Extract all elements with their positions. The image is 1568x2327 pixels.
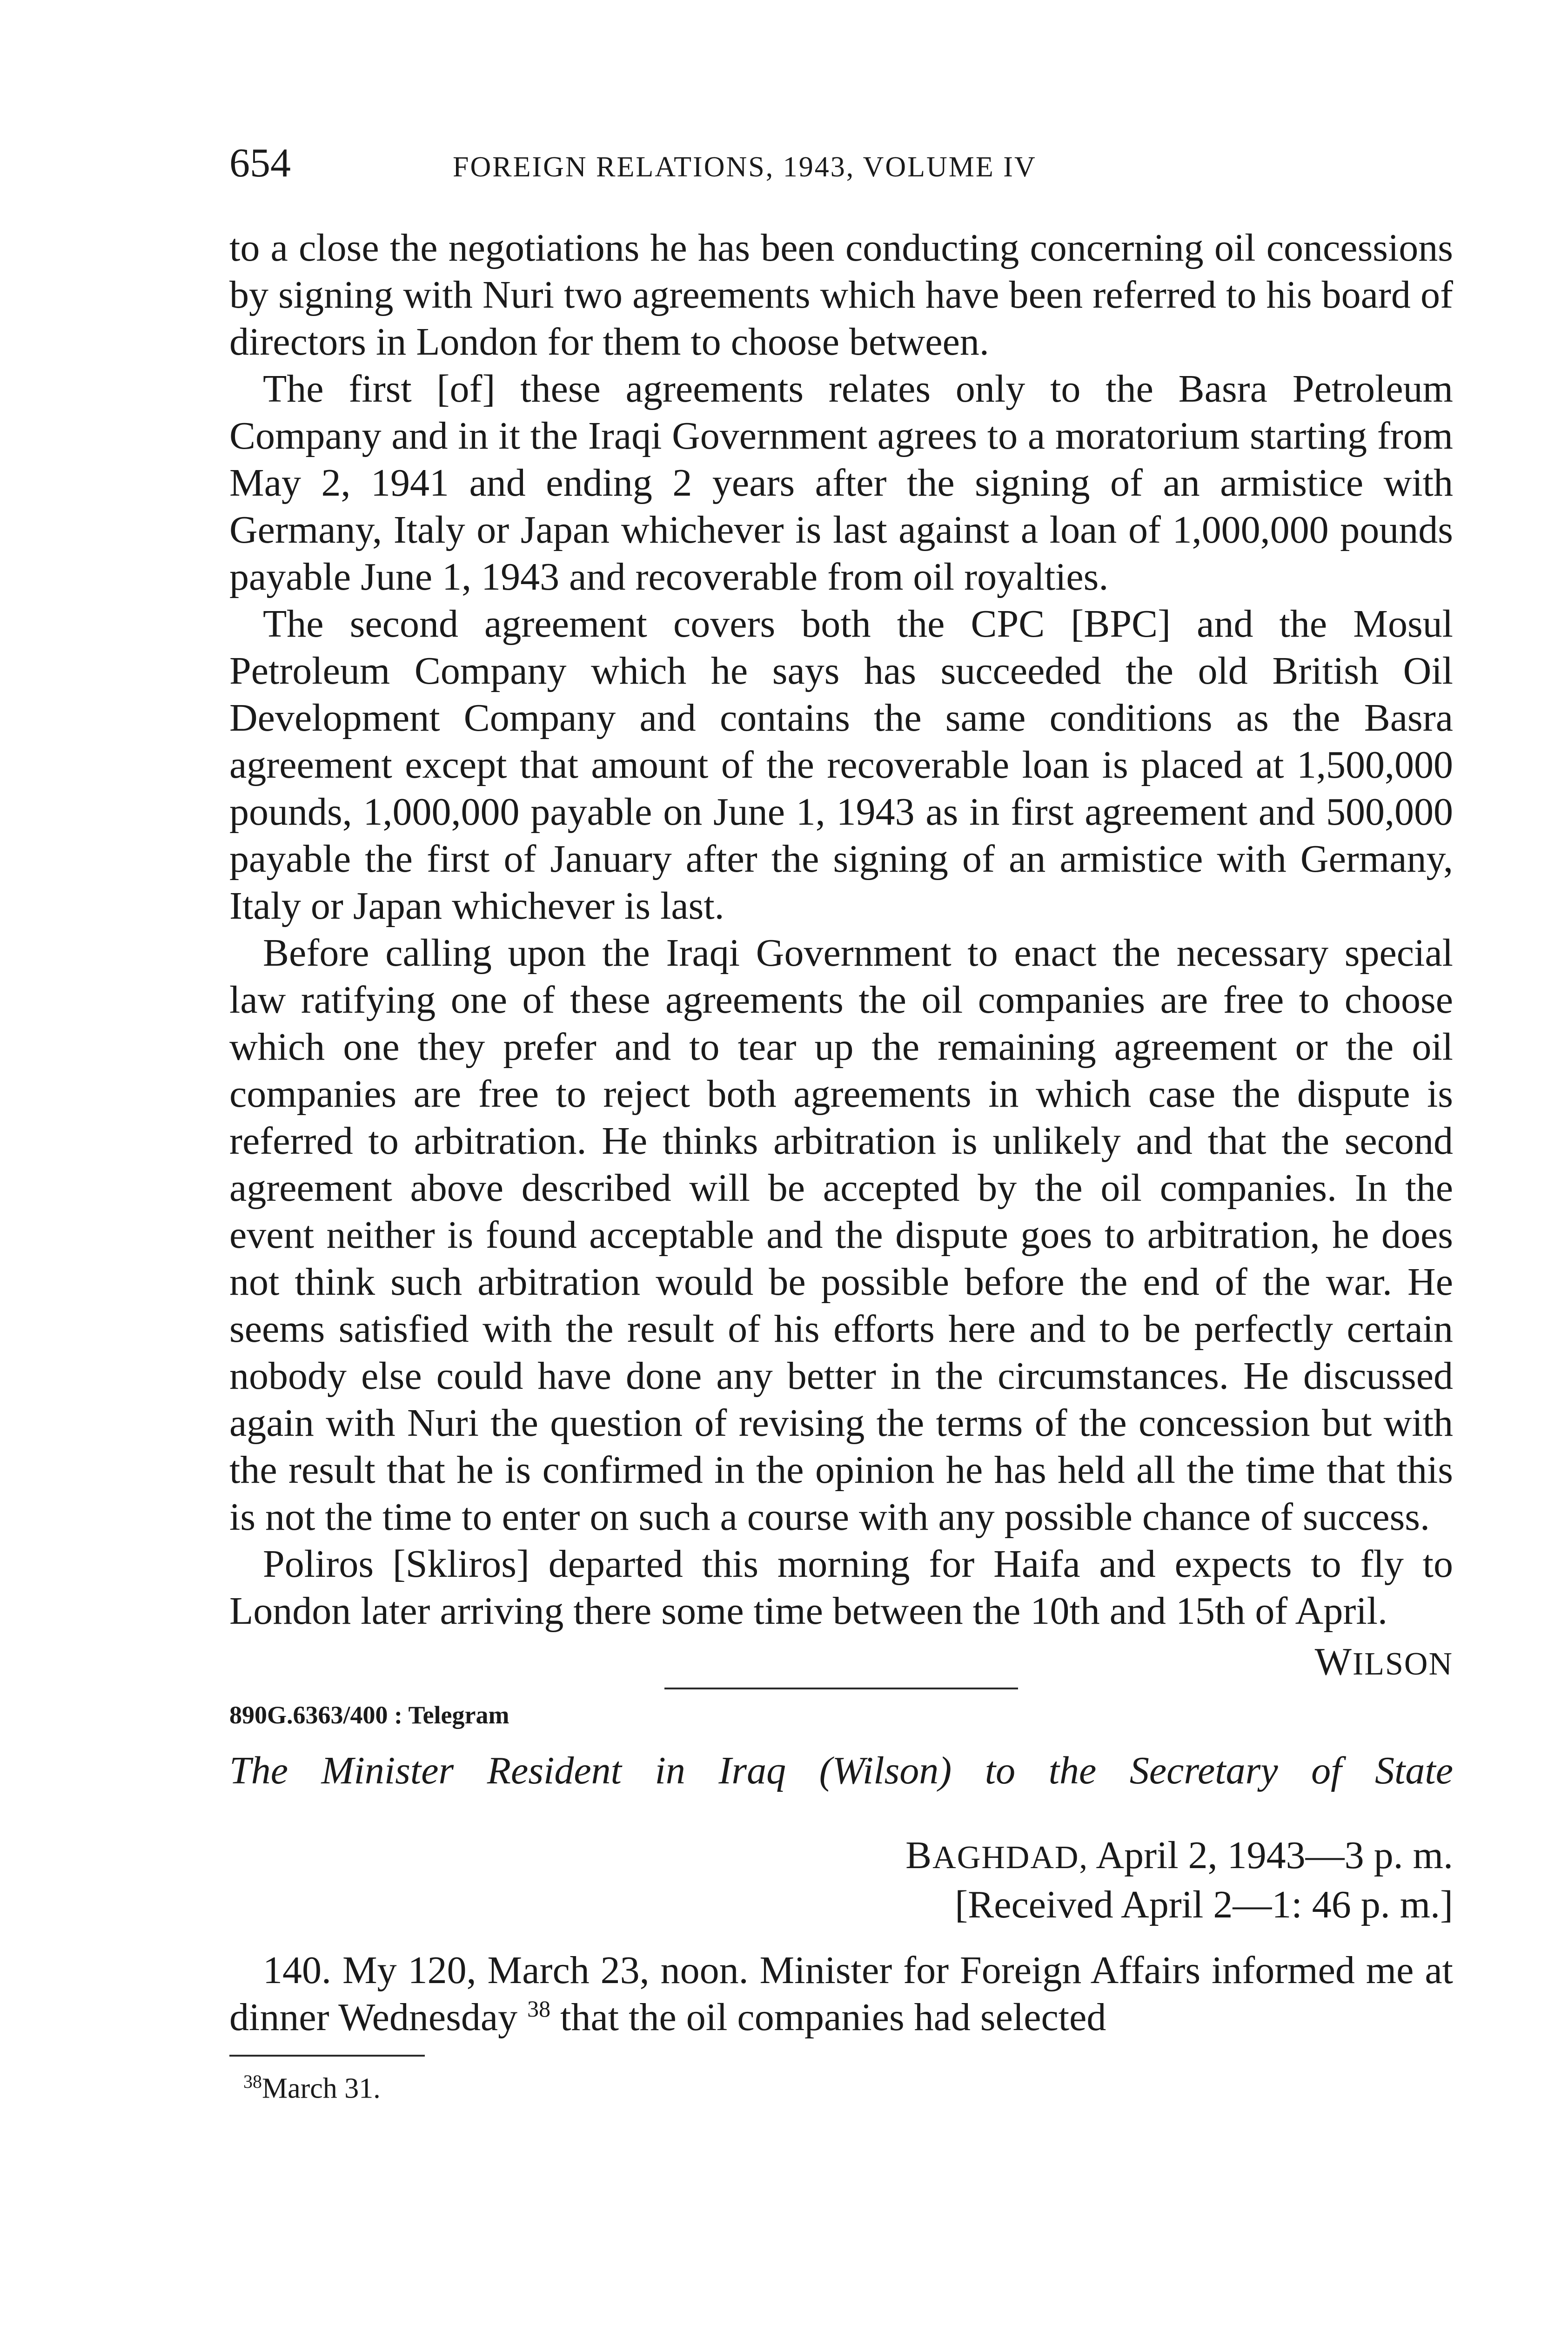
document-page xyxy=(229,140,1453,2105)
telegram-body xyxy=(229,1947,1453,2041)
telegram-paragraph: 140. My 120, March 23, noon. Minister for Foreign Affairs informed me at dinner Wednesday $^{38}$ that the oil companies had selected xyxy=(229,1949,1453,2039)
running-head: FOREIGN RELATIONS, 1943, VOLUME IV xyxy=(453,151,1037,183)
document-title: The Minister Resident in Iraq (Wilson) to the Secretary of State xyxy=(229,1749,1453,1792)
dateline-place-date: BAGHDAD, April 2, 1943—3 p. m. xyxy=(905,1834,1453,1877)
footnote-divider xyxy=(229,2055,425,2057)
received-line: [Received April 2—1: 46 p. m.] xyxy=(955,1883,1453,1926)
paragraph-arbitration: Before calling upon the Iraqi Government to enact the necessary special law ratifying one of these agreements the oil companies are free to choose which one they prefer and to tear up the remaining agreement or the oil companies are free to reject both agreements in which case the dispute is referred to arbitration. He thinks arbitration is unlikely and that the second agreement above described will be accepted by the oil companies. In the event neither is found acceptable and the dispute goes to arbitration, he does not think such arbitration would be possible before the end of the war. He seems satisfied with the result of his efforts here and to be perfectly certain nobody else could have done any better in the circumstances. He discussed again with Nuri the question of revising the terms of the concession but with the result that he is confirmed in the opinion he has held all the time that this is not the time to enter on such a course with any possible chance of success. xyxy=(229,931,1453,1539)
paragraph-poliros: Poliros [Skliros] departed this morning for Haifa and expects to fly to London later arriving there some time between the 10th and 15th of April. xyxy=(229,1542,1453,1633)
letter-body xyxy=(229,224,1453,1634)
dateline xyxy=(229,1832,1453,1928)
section-divider xyxy=(664,1688,1018,1689)
document-reference: 890G.6363/400 : Telegram xyxy=(229,1701,509,1729)
paragraph-second-agreement: The second agreement covers both the CPC [BPC] and the Mosul Petroleum Company which he says has succeeded the old British Oil Development Company and contains the same conditions as the Basra agreement except that amount of the recoverable loan is placed at 1,500,000 pounds, 1,000,000 payable on June 1, 1943 as in first agreement and 500,000 payable the first of January after the signing of an armistice with Germany, Italy or Japan whichever is last. xyxy=(229,602,1453,928)
footnote-marker: 38 xyxy=(527,1996,551,2022)
footnote: $^{38}$March 31. xyxy=(243,2071,381,2105)
page-header xyxy=(229,140,1453,200)
page-number: 654 xyxy=(229,141,291,186)
paragraph-first-agreement: The first [of] these agreements relates only to the Basra Petroleum Company and in it the Iraqi Government agrees to a moratorium starting from May 2, 1941 and ending 2 years after the signing of an armistice with Germany, Italy or Japan whichever is last against a loan of 1,000,000 pounds payable June 1, 1943 and recoverable from oil royalties. xyxy=(229,367,1453,599)
paragraph-continuation: to a close the negotiations he has been conducting concerning oil concessions by signing with Nuri two agreements which have been referred to his board of directors in London for them to choose between. xyxy=(229,226,1453,363)
signature: WILSON xyxy=(1314,1640,1453,1683)
